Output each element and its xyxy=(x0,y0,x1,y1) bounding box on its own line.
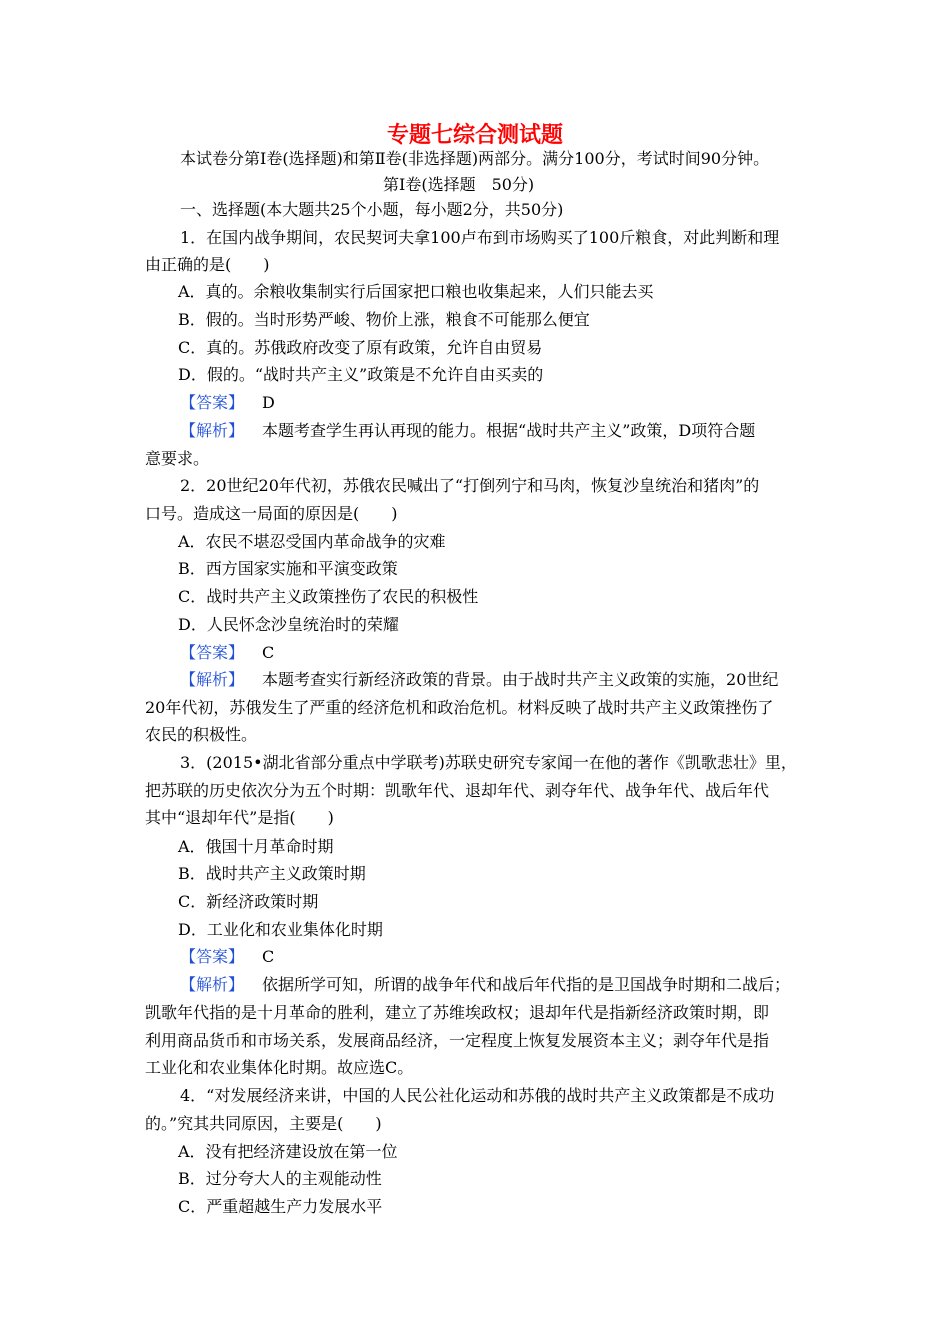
page-title: 专题七综合测试题 xyxy=(386,122,563,148)
q2-stem-line-1: 2．20世纪20年代初，苏俄农民喊出了“打倒列宁和马肉，恢复沙皇统治和猪肉”的 xyxy=(180,476,760,495)
q2-stem-line-2: 口号。造成这一局面的原因是( ) xyxy=(145,504,398,523)
q3-option-b: B．战时共产主义政策时期 xyxy=(178,864,366,883)
q3-answer: C xyxy=(262,947,275,966)
q3-stem-line-3: 其中“退却年代”是指( ) xyxy=(145,808,334,827)
q1-stem-line-1: 1．在国内战争期间，农民契诃夫拿100卢布到市场购买了100斤粮食，对此判断和理 xyxy=(180,228,780,247)
q1-analysis-text: 本题考查学生再认再现的能力。根据“战时共产主义”政策，D项符合题 xyxy=(262,421,756,440)
q1-stem-line-2: 由正确的是( ) xyxy=(145,255,270,274)
q2-option-b: B．西方国家实施和平演变政策 xyxy=(178,559,398,578)
q3-option-d: D．工业化和农业集体化时期 xyxy=(178,920,383,939)
q1-option-c: C．真的。苏俄政府改变了原有政策，允许自由贸易 xyxy=(178,338,543,357)
section-heading: 第Ⅰ卷(选择题 50分) xyxy=(383,175,535,194)
q1-analysis-line-2: 意要求。 xyxy=(145,449,210,468)
q2-analysis-line-3: 农民的积极性。 xyxy=(145,725,258,744)
answer-tag: 【答案】 xyxy=(180,643,245,662)
q4-stem-line-1: 4．“对发展经济来讲，中国的人民公社化运动和苏俄的战时共产主义政策都是不成功 xyxy=(180,1086,775,1105)
q3-option-c: C．新经济政策时期 xyxy=(178,892,319,911)
q2-analysis-line-1 xyxy=(180,669,778,691)
q3-analysis-line-1 xyxy=(180,974,790,996)
analysis-tag: 【解析】 xyxy=(180,670,245,689)
q2-option-a: A．农民不堪忍受国内革命战争的灾难 xyxy=(178,532,446,551)
q3-answer-row xyxy=(180,946,274,968)
analysis-tag: 【解析】 xyxy=(180,975,245,994)
q3-analysis-line-3: 利用商品货币和市场关系，发展商品经济，一定程度上恢复发展资本主义；剥夺年代是指 xyxy=(145,1031,770,1050)
q3-option-a: A．俄国十月革命时期 xyxy=(178,837,334,856)
q3-stem-line-1: 3．(2015•湖北省部分重点中学联考)苏联史研究专家闻一在他的著作《凯歌悲壮》里， xyxy=(180,753,797,772)
q3-stem-line-2: 把苏联的历史依次分为五个时期：凯歌年代、退却年代、剥夺年代、战争年代、战后年代 xyxy=(145,781,770,800)
q4-option-b: B．过分夸大人的主观能动性 xyxy=(178,1169,382,1188)
part-heading: 一、选择题(本大题共25个小题，每小题2分，共50分) xyxy=(180,200,564,219)
q4-option-c: C．严重超越生产力发展水平 xyxy=(178,1197,383,1216)
q3-analysis-text: 依据所学可知，所谓的战争年代和战后年代指的是卫国战争时期和二战后； xyxy=(262,975,791,994)
q4-option-a: A．没有把经济建设放在第一位 xyxy=(178,1142,398,1161)
q2-answer: C xyxy=(262,643,275,662)
q2-answer-row xyxy=(180,642,274,664)
intro-text: 本试卷分第Ⅰ卷(选择题)和第Ⅱ卷(非选择题)两部分。满分100分，考试时间90分钟。 xyxy=(180,149,770,168)
q3-analysis-line-4: 工业化和农业集体化时期。故应选C。 xyxy=(145,1058,414,1077)
q1-answer: D xyxy=(262,393,275,412)
q1-answer-row xyxy=(180,392,275,414)
q1-option-d: D．假的。“战时共产主义”政策是不允许自由买卖的 xyxy=(178,365,544,384)
answer-tag: 【答案】 xyxy=(180,947,245,966)
q3-analysis-line-2: 凯歌年代指的是十月革命的胜利，建立了苏维埃政权；退却年代是指新经济政策时期，即 xyxy=(145,1003,770,1022)
q1-option-a: A．真的。余粮收集制实行后国家把口粮也收集起来，人们只能去买 xyxy=(178,282,654,301)
q2-option-d: D．人民怀念沙皇统治时的荣耀 xyxy=(178,615,399,634)
answer-tag: 【答案】 xyxy=(180,393,245,412)
q2-analysis-line-2: 20年代初，苏俄发生了严重的经济危机和政治危机。材料反映了战时共产主义政策挫伤了 xyxy=(145,698,774,717)
q1-analysis-line-1 xyxy=(180,420,755,442)
analysis-tag: 【解析】 xyxy=(180,421,245,440)
q2-option-c: C．战时共产主义政策挫伤了农民的积极性 xyxy=(178,587,479,606)
q4-stem-line-2: 的。”究其共同原因，主要是( ) xyxy=(145,1114,382,1133)
q1-option-b: B．假的。当时形势严峻、物价上涨，粮食不可能那么便宜 xyxy=(178,310,590,329)
q2-analysis-text: 本题考查实行新经济政策的背景。由于战时共产主义政策的实施，20世纪 xyxy=(262,670,779,689)
